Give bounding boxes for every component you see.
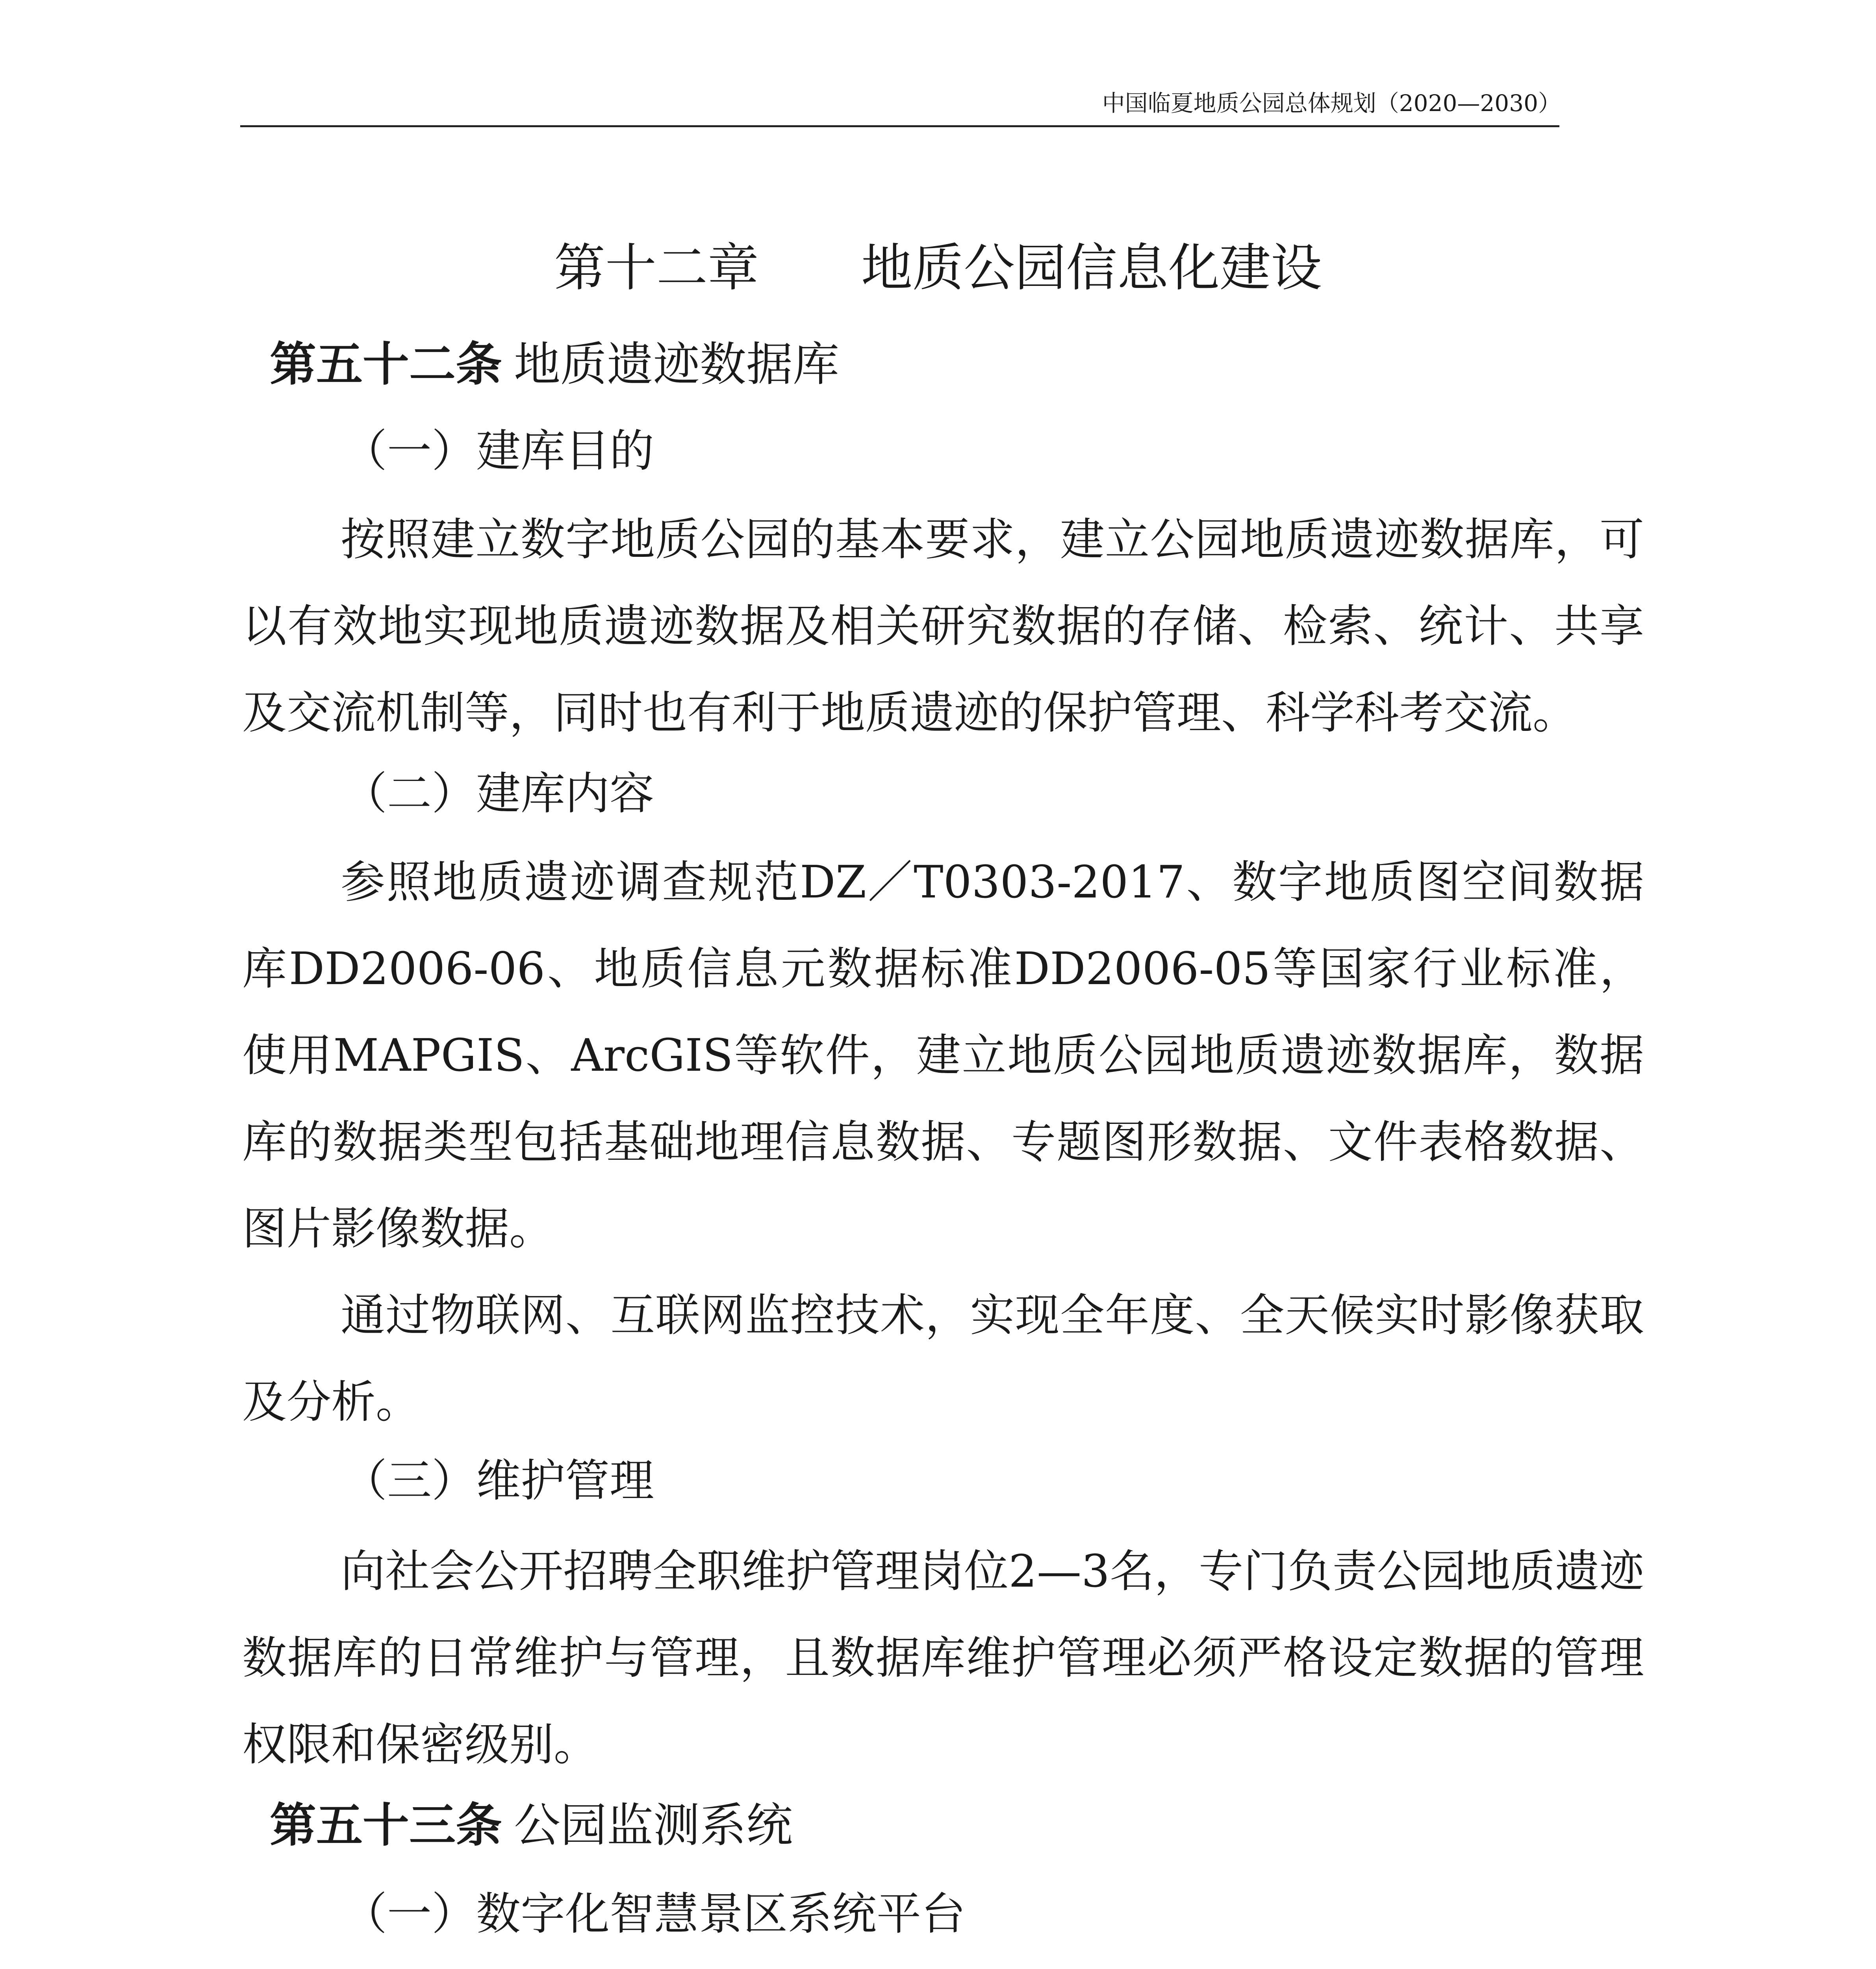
running-header: 中国临夏地质公园总体规划（2020—2030） — [1102, 90, 1561, 117]
paragraph-block — [242, 1528, 1644, 1788]
article-name: 公园监测系统 — [514, 1798, 793, 1852]
paragraph-block — [242, 1957, 1644, 1969]
article-heading-53 — [270, 1786, 793, 1865]
chapter-name: 地质公园信息化建设 — [861, 238, 1322, 298]
chapter-title — [0, 232, 1876, 303]
subsection-heading: （一）建库目的 — [343, 425, 654, 477]
article-number: 第五十二条 — [270, 337, 502, 391]
article-name: 地质遗迹数据库 — [514, 337, 840, 391]
paragraph: 按照建立数字地质公园的基本要求，建立公园地质遗迹数据库，可以有效地实现地质遗迹数据及相关研究数据的存储、检索、统计、共享及交流机制等，同时也有利于地质遗迹的保护管理、科学科考交流。 — [242, 514, 1644, 739]
paragraph: 向社会公开招聘全职维护管理岗位2—3名，专门负责公园地质遗迹数据库的日常维护与管理，且数据库维护管理必须严格设定数据的管理权限和保密级别。 — [242, 1545, 1644, 1771]
article-heading-52 — [270, 325, 839, 404]
paragraph: 参照地质遗迹调查规范DZ／T0303-2017、数字地质图空间数据库DD2006-06、地质信息元数据标准DD2006-05等国家行业标准，使用MAPGIS、ArcGIS等软件，建立地质公园地质遗迹数据库，数据库的数据类型包括基础地理信息数据、专题图形数据、文件表格数据、图片影像数据。 — [242, 856, 1644, 1255]
paragraph-block — [242, 839, 1644, 1272]
header-divider — [240, 125, 1559, 127]
subsection-heading: （二）建库内容 — [343, 768, 654, 819]
paragraph: 通过物联网、互联网监控技术，实现全年度、全天候实时影像获取及分析。 — [242, 1289, 1644, 1428]
paragraph — [242, 1957, 1644, 1969]
subsection-heading: （三）维护管理 — [343, 1455, 654, 1507]
article-number: 第五十三条 — [270, 1798, 502, 1852]
paragraph-block — [242, 1272, 1644, 1445]
subsection-heading: （一）数字化智慧景区系统平台 — [343, 1888, 966, 1940]
chapter-number: 第十二章 — [554, 238, 759, 298]
paragraph-block — [242, 496, 1644, 756]
